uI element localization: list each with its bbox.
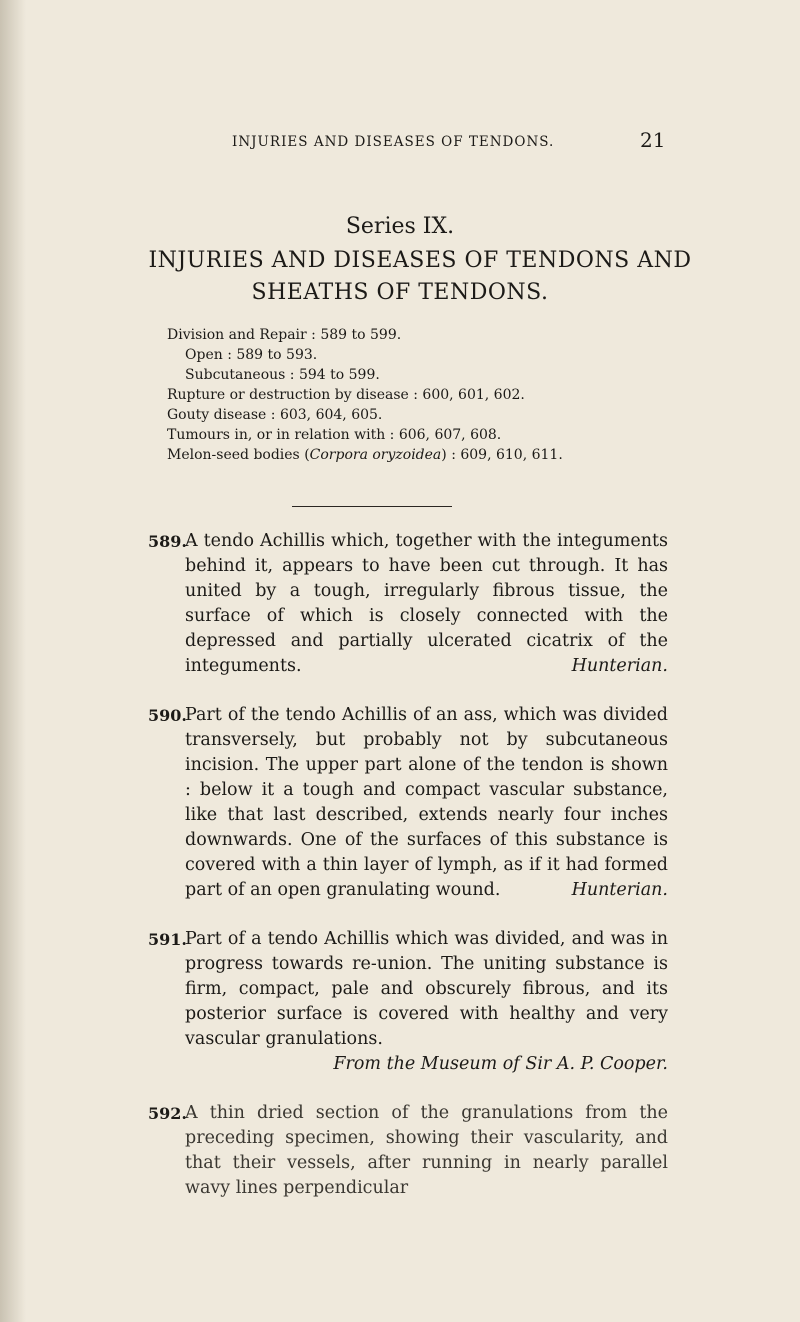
contents-item	[167, 445, 563, 465]
catalogue-entry	[148, 703, 668, 903]
entry-text: Part of a tendo Achillis which was divided, and was in progress towards re-union. The uniting substance is firm, compact, pale and obscurely fibrous, and its posterior surface is covered with healthy and very vascular granulations.	[185, 929, 668, 1049]
entry-number: 589.	[148, 532, 187, 551]
contents-item-text: Melon-seed bodies (	[167, 447, 310, 463]
entry-number: 591.	[148, 930, 187, 949]
contents-item-latin-term: Corpora oryzoidea	[309, 447, 442, 463]
contents-item: Gouty disease : 603, 604, 605.	[167, 407, 383, 423]
section-divider	[292, 506, 452, 507]
contents-item: Tumours in, or in relation with : 606, 607, 608.	[167, 427, 502, 443]
page-gutter-shadow	[0, 0, 26, 1322]
entry-description	[185, 703, 668, 903]
entry-description	[185, 529, 668, 679]
contents-item: Rupture or destruction by disease : 600, 601, 602.	[167, 387, 525, 403]
section-heading-line-1: INJURIES AND DISEASES OF TENDONS AND	[148, 248, 692, 273]
catalogue-entry	[148, 927, 668, 1077]
entry-number: 592.	[148, 1104, 187, 1123]
contents-item: Subcutaneous : 594 to 599.	[185, 367, 380, 383]
page-number: 21	[640, 128, 666, 152]
contents-item-text: ) : 609, 610, 611.	[441, 447, 563, 463]
entry-number: 590.	[148, 706, 187, 725]
catalogue-entries	[148, 529, 668, 1225]
running-head: INJURIES AND DISEASES OF TENDONS.	[232, 134, 555, 150]
entry-text: A thin dried section of the granulations from the preceding specimen, showing their vascularity, and that their vessels, after running in nearly parallel wavy lines perpendicular	[185, 1103, 668, 1198]
entry-description	[185, 1101, 668, 1201]
contents-item: Open : 589 to 593.	[185, 347, 318, 363]
catalogue-entry	[148, 1101, 668, 1201]
entry-text: A tendo Achillis which, together with the integuments behind it, appears to have been cut through. It has united by a tough, irregularly fibrous tissue, the surface of which is closely connected with the depressed and partially ulcerated cicatrix of the integuments.	[185, 531, 668, 676]
entry-text: Part of the tendo Achillis of an ass, which was divided transversely, but probably not by subcutaneous incision. The upper part alone of the tendon is shown : below it a tough and compact vascular substance, like that last described, extends nearly four inches downwards. One of the surfaces of this substance is covered with a thin layer of lymph, as if it had formed part of an open granulating wound.	[185, 705, 668, 900]
series-title: Series IX.	[345, 214, 455, 239]
entry-source: From the Museum of Sir A. P. Cooper.	[333, 1054, 668, 1074]
entry-source: Hunterian.	[571, 880, 668, 900]
section-heading-line-2: SHEATHS OF TENDONS.	[251, 280, 549, 305]
entry-description	[185, 927, 668, 1077]
entry-source: Hunterian.	[571, 656, 668, 676]
contents-list	[167, 325, 563, 465]
contents-item: Division and Repair : 589 to 599.	[167, 327, 402, 343]
catalogue-entry	[148, 529, 668, 679]
